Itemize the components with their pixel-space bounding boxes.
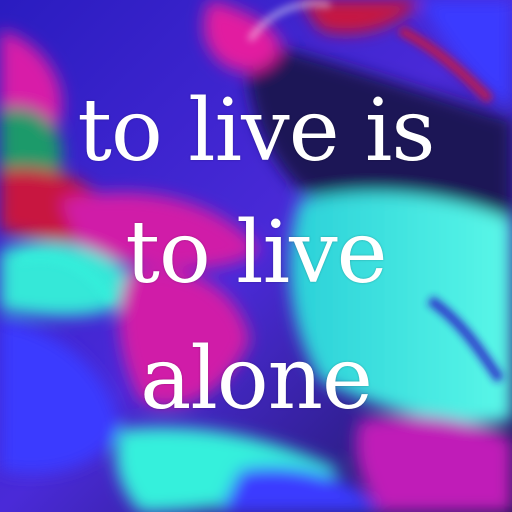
quote-line-1: to live is xyxy=(77,81,435,181)
quote-line-3: alone xyxy=(140,329,372,429)
quote-line-2: to live xyxy=(125,203,387,303)
